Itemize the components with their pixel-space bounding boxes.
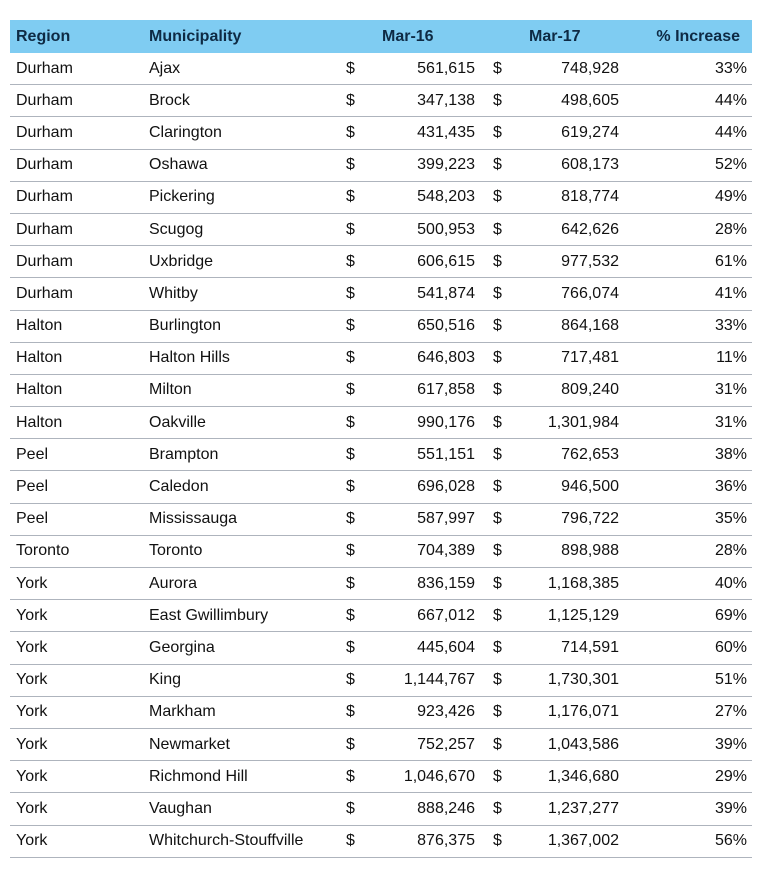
cell-mar17: 748,928 [561,59,619,77]
cell-region: York [16,703,48,721]
cell-mar17: 1,367,002 [547,832,619,850]
cell-currency-symbol: $ [346,156,355,174]
cell-mar16: 541,874 [417,284,475,302]
cell-increase: 38% [714,445,747,463]
cell-municipality: Aurora [149,574,198,592]
cell-region: Halton [16,317,63,335]
cell-municipality: Markham [149,703,216,721]
cell-currency-symbol: $ [346,381,355,399]
cell-increase: 56% [714,832,747,850]
cell-currency-symbol: $ [346,413,355,431]
cell-mar17: 717,481 [561,349,619,367]
cell-increase: 69% [714,606,747,624]
cell-increase: 61% [714,252,747,270]
cell-municipality: Ajax [149,59,181,77]
table-row [10,665,752,697]
cell-region: Durham [16,188,73,206]
cell-increase: 39% [714,799,747,817]
table-header-row [10,20,752,53]
cell-region: York [16,799,48,817]
cell-region: York [16,767,48,785]
cell-mar17: 1,301,984 [547,413,619,431]
cell-currency-symbol: $ [346,317,355,335]
table-row [10,85,752,117]
cell-currency-symbol: $ [493,606,502,624]
table-row [10,375,752,407]
cell-currency-symbol: $ [493,445,502,463]
cell-currency-symbol: $ [346,91,355,109]
cell-mar17: 1,730,301 [547,671,619,689]
cell-currency-symbol: $ [493,156,502,174]
cell-mar17: 714,591 [561,638,619,656]
cell-mar17: 1,043,586 [547,735,619,753]
table-row [10,471,752,503]
cell-mar16: 923,426 [417,703,475,721]
cell-region: Durham [16,220,73,238]
cell-currency-symbol: $ [346,478,355,496]
cell-mar16: 646,803 [417,349,475,367]
table-row [10,311,752,343]
cell-mar16: 561,615 [417,59,475,77]
cell-municipality: Milton [149,381,192,399]
table-body [10,53,752,858]
cell-increase: 40% [714,574,747,592]
cell-currency-symbol: $ [346,767,355,785]
cell-municipality: East Gwillimbury [149,606,269,624]
cell-currency-symbol: $ [346,252,355,270]
header-region: Region [16,27,71,45]
cell-region: Halton [16,413,63,431]
cell-currency-symbol: $ [493,317,502,335]
cell-mar16: 888,246 [417,799,475,817]
cell-region: York [16,735,48,753]
cell-currency-symbol: $ [493,381,502,399]
table-row [10,278,752,310]
table-row [10,117,752,149]
cell-municipality: Mississauga [149,510,238,528]
cell-mar16: 617,858 [417,381,475,399]
cell-currency-symbol: $ [493,188,502,206]
cell-increase: 39% [714,735,747,753]
cell-mar17: 977,532 [561,252,619,270]
header-increase: % Increase [656,27,740,45]
cell-currency-symbol: $ [346,188,355,206]
table-row [10,182,752,214]
cell-municipality: Brampton [149,445,219,463]
price-table [10,20,752,858]
cell-currency-symbol: $ [493,542,502,560]
cell-mar17: 864,168 [561,317,619,335]
cell-currency-symbol: $ [493,123,502,141]
cell-region: Durham [16,284,73,302]
cell-municipality: Scugog [149,220,204,238]
cell-mar17: 619,274 [561,123,619,141]
table-row [10,150,752,182]
cell-region: Durham [16,59,73,77]
cell-currency-symbol: $ [346,510,355,528]
table-row [10,697,752,729]
cell-mar17: 1,346,680 [547,767,619,785]
cell-mar16: 876,375 [417,832,475,850]
cell-municipality: King [149,671,182,689]
cell-currency-symbol: $ [493,252,502,270]
cell-mar17: 898,988 [561,542,619,560]
cell-increase: 36% [714,478,747,496]
cell-increase: 44% [714,123,747,141]
cell-municipality: Halton Hills [149,349,230,367]
table-row [10,439,752,471]
table-row [10,632,752,664]
cell-region: Peel [16,478,49,496]
header-municipality: Municipality [149,27,242,45]
cell-currency-symbol: $ [346,574,355,592]
cell-increase: 33% [714,317,747,335]
cell-increase: 31% [714,381,747,399]
table-row [10,53,752,85]
cell-region: York [16,574,48,592]
cell-mar16: 399,223 [417,156,475,174]
cell-increase: 28% [714,542,747,560]
cell-currency-symbol: $ [493,284,502,302]
cell-currency-symbol: $ [493,767,502,785]
table-row [10,729,752,761]
cell-currency-symbol: $ [346,703,355,721]
cell-increase: 11% [716,349,747,367]
table-row [10,246,752,278]
cell-mar17: 762,653 [561,445,619,463]
cell-municipality: Toronto [149,542,203,560]
cell-increase: 51% [714,671,747,689]
cell-currency-symbol: $ [493,91,502,109]
cell-municipality: Richmond Hill [149,767,248,785]
cell-mar16: 752,257 [417,735,475,753]
cell-region: Durham [16,123,73,141]
cell-increase: 33% [714,59,747,77]
cell-increase: 52% [714,156,747,174]
cell-increase: 28% [714,220,747,238]
cell-region: Durham [16,91,73,109]
cell-increase: 44% [714,91,747,109]
cell-currency-symbol: $ [346,671,355,689]
cell-municipality: Pickering [149,188,215,206]
cell-region: Durham [16,252,73,270]
cell-mar16: 990,176 [417,413,475,431]
cell-mar17: 1,168,385 [547,574,619,592]
cell-currency-symbol: $ [493,703,502,721]
cell-region: Halton [16,349,63,367]
cell-mar17: 1,176,071 [547,703,619,721]
cell-mar17: 818,774 [561,188,619,206]
cell-mar16: 431,435 [417,123,475,141]
cell-region: Durham [16,156,73,174]
cell-mar16: 650,516 [417,317,475,335]
cell-currency-symbol: $ [493,510,502,528]
cell-increase: 35% [714,510,747,528]
cell-mar16: 587,997 [417,510,475,528]
table-row [10,761,752,793]
cell-mar17: 766,074 [561,284,619,302]
table-row [10,568,752,600]
cell-mar17: 642,626 [561,220,619,238]
cell-region: Toronto [16,542,70,560]
cell-region: Halton [16,381,63,399]
table-row [10,343,752,375]
cell-municipality: Whitby [149,284,198,302]
table-row [10,793,752,825]
table-row [10,214,752,246]
cell-currency-symbol: $ [493,574,502,592]
table-row [10,536,752,568]
cell-mar16: 1,046,670 [403,767,475,785]
cell-municipality: Caledon [149,478,209,496]
table-row [10,504,752,536]
cell-currency-symbol: $ [346,638,355,656]
cell-municipality: Oshawa [149,156,208,174]
cell-currency-symbol: $ [346,445,355,463]
cell-increase: 27% [714,703,747,721]
cell-municipality: Oakville [149,413,206,431]
header-mar16: Mar-16 [382,27,434,45]
cell-currency-symbol: $ [346,542,355,560]
cell-mar16: 500,953 [417,220,475,238]
cell-mar16: 548,203 [417,188,475,206]
cell-currency-symbol: $ [346,349,355,367]
cell-mar17: 608,173 [561,156,619,174]
cell-currency-symbol: $ [346,799,355,817]
cell-mar16: 1,144,767 [403,671,475,689]
cell-mar17: 498,605 [561,91,619,109]
cell-currency-symbol: $ [493,671,502,689]
cell-municipality: Newmarket [149,735,230,753]
cell-increase: 41% [714,284,747,302]
cell-mar17: 946,500 [561,478,619,496]
cell-currency-symbol: $ [493,799,502,817]
cell-increase: 29% [714,767,747,785]
cell-currency-symbol: $ [346,123,355,141]
cell-currency-symbol: $ [346,832,355,850]
cell-currency-symbol: $ [493,735,502,753]
table-row [10,826,752,858]
cell-mar17: 1,125,129 [547,606,619,624]
table-row [10,600,752,632]
cell-currency-symbol: $ [346,606,355,624]
cell-currency-symbol: $ [493,349,502,367]
cell-mar16: 696,028 [417,478,475,496]
cell-municipality: Clarington [149,123,222,141]
cell-currency-symbol: $ [493,220,502,238]
cell-increase: 31% [714,413,747,431]
cell-mar16: 551,151 [417,445,475,463]
cell-currency-symbol: $ [346,59,355,77]
cell-increase: 49% [714,188,747,206]
cell-mar17: 796,722 [561,510,619,528]
cell-currency-symbol: $ [493,832,502,850]
cell-mar16: 606,615 [417,252,475,270]
cell-region: Peel [16,445,49,463]
cell-municipality: Brock [149,91,190,109]
cell-region: York [16,671,48,689]
cell-municipality: Burlington [149,317,222,335]
cell-mar17: 1,237,277 [547,799,619,817]
cell-increase: 60% [714,638,747,656]
header-mar17: Mar-17 [529,27,581,45]
cell-currency-symbol: $ [346,284,355,302]
table-row [10,407,752,439]
cell-currency-symbol: $ [346,735,355,753]
cell-currency-symbol: $ [493,478,502,496]
cell-region: Peel [16,510,49,528]
cell-region: York [16,606,48,624]
cell-mar16: 347,138 [417,91,475,109]
cell-mar16: 667,012 [417,606,475,624]
cell-currency-symbol: $ [493,638,502,656]
cell-region: York [16,832,48,850]
cell-mar16: 704,389 [417,542,475,560]
cell-region: York [16,638,48,656]
cell-municipality: Uxbridge [149,252,214,270]
cell-municipality: Georgina [149,638,215,656]
cell-municipality: Whitchurch-Stouffville [149,832,304,850]
cell-mar16: 836,159 [417,574,475,592]
cell-mar17: 809,240 [561,381,619,399]
cell-municipality: Vaughan [149,799,212,817]
cell-currency-symbol: $ [493,59,502,77]
cell-mar16: 445,604 [417,638,475,656]
cell-currency-symbol: $ [493,413,502,431]
cell-currency-symbol: $ [346,220,355,238]
